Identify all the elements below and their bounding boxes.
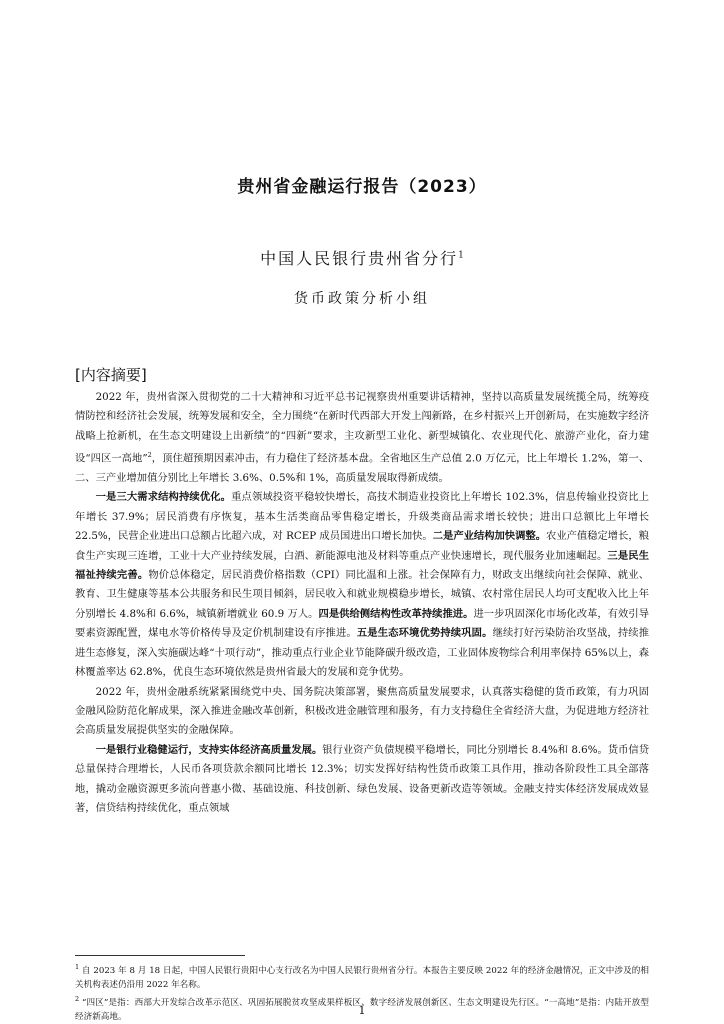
- footnote-1-mark: 1: [75, 963, 80, 971]
- point-2-heading: 二是产业结构加快调整。: [432, 530, 547, 543]
- abstract-heading: [内容摘要]: [75, 366, 147, 384]
- footnote-1: [75, 960, 649, 992]
- finance-point-1-text: 银行业资产负债规模平稳增长，同比分别增长 8.4%和 8.6%。货币信贷总量保持合理增长，人民币各项贷款余额同比增长 12.3%；切实发挥好结构性货币政策工具作用，推动各阶段性工具全部落地，撬动金融资源更多流向普惠小微、基础设施、科技创新、绿色发展、设备更新改造等领域。金融支持实体经济发展成效显著，信贷结构持续优化，重点领域: [75, 743, 649, 814]
- point-1-heading: 一是三大需求结构持续优化。: [95, 491, 232, 504]
- point-2-text: 农业产值稳定增长，粮食生产实现三连增，工业十大产业持续发展，白酒、新能源电池及材料等重点产业快速增长，现代服务业加速崛起。: [75, 530, 650, 562]
- point-5-text: 继续打好污染防治攻坚战，持续推进生态修复，深入实施碳达峰“十项行动”，推动重点行业企业节能降碳升级改造，工业固体废物综合利用率保持 65%以上，森林覆盖率达 62.8%，优良生态环境依然是贵州省最大的发展和竞争优势。: [75, 627, 650, 679]
- abstract-body: [75, 388, 649, 818]
- page-number: 1: [358, 1004, 366, 1017]
- author-organization: [0, 246, 724, 269]
- footnote-divider: [75, 955, 245, 956]
- paragraph-1: [75, 388, 649, 488]
- paragraph-1-text-end: ，顶住超预期因素冲击，有力稳住了经济基本盘。全省地区生产总值 2.0 万亿元，比上年增长 1.2%，第一、二、三产业增加值分别比上年增长 3.6%、0.5%和 1%，高质量发展取得新成绩。: [75, 452, 649, 485]
- point-4-text: 进一步巩固深化市场化改革，有效引导要素资源配置，煤电水等价格传导及定价机制建设有序推进。: [75, 607, 650, 640]
- paragraph-2: [75, 488, 649, 682]
- footnote-ref-2[interactable]: 2: [147, 451, 152, 460]
- footnote-ref-1[interactable]: 1: [458, 250, 464, 261]
- author-group: 货币政策分析小组: [294, 291, 430, 307]
- point-5-heading: 五是生态环境优势持续巩固。: [356, 627, 493, 640]
- footnote-1-text: 自 2023 年 8 月 18 日起，中国人民银行贵阳中心支行改名为中国人民银行贵州省分行。本报告主要反映 2022 年的经济金融情况，正文中涉及的相关机构表述仍沿用 2022 年名称。: [75, 965, 649, 990]
- point-1-text: 重点领域投资平稳较快增长，高技术制造业投资比上年增长 102.3%，信息传输业投资比上年增长 37.9%；居民消费有序恢复，基本生活类商品零售稳定增长，升级类商品需求增长较快；进出口总额比上年增长 22.5%，民营企业进出口总额占比超六成，对 RCEP 成员国进出口增长加快。: [75, 491, 649, 543]
- point-3-heading: 三是民生福祉持续完善。: [75, 549, 650, 582]
- footnote-2-mark: 2: [75, 994, 80, 1003]
- footnote-2-text: “四区”是指：西部大开发综合改革示范区、巩固拓展脱贫攻坚成果样板区、数字经济发展创新区、生态文明建设先行区。“一高地”是指：内陆开放型经济新高地。: [75, 997, 649, 1022]
- organization-name: 中国人民银行贵州省分行: [260, 249, 459, 268]
- paragraph-4: [75, 741, 649, 819]
- paragraph-1-text: 2022 年，贵州省深入贯彻党的二十大精神和习近平总书记视察贵州重要讲话精神，坚持以高质量发展统揽全局，统筹疫情防控和经济社会发展，统筹发展和安全，全力围绕“在新时代西部大开发上闯新路，在乡村振兴上开创新局，在实施数字经济战略上抢新机，在生态文明建设上出新绩”的“四新”要求，主攻新型工业化、新型城镇化、农业现代化、旅游产业化，奋力建设“四区一高地”: [75, 391, 649, 465]
- finance-point-1-heading: 一是银行业稳健运行，支持实体经济高质量发展。: [95, 743, 323, 756]
- report-title: 贵州省金融运行报告（2023）: [237, 177, 487, 197]
- paragraph-3: 2022 年，贵州金融系统紧紧围绕党中央、国务院决策部署，聚焦高质量发展要求，认真落实稳健的货币政策，有力巩固金融风险防范化解成果，深入推进金融改革创新，积极改进金融管理和服务，有力支持稳住全省经济大盘，为促进地方经济社会高质量发展提供坚实的金融保障。: [75, 685, 649, 737]
- point-3-text: 物价总体稳定，居民消费价格指数（CPI）同比温和上涨。社会保障有力，财政支出继续向社会保障、就业、教育、卫生健康等基本公共服务和民生项目倾斜，居民收入和就业规模稳步增长，城镇、农村常住居民人均可支配收入比上年分别增长 4.8%和 6.6%，城镇新增就业 60.9 万人。: [75, 569, 650, 620]
- point-4-heading: 四是供给侧结构性改革持续推进。: [318, 607, 474, 620]
